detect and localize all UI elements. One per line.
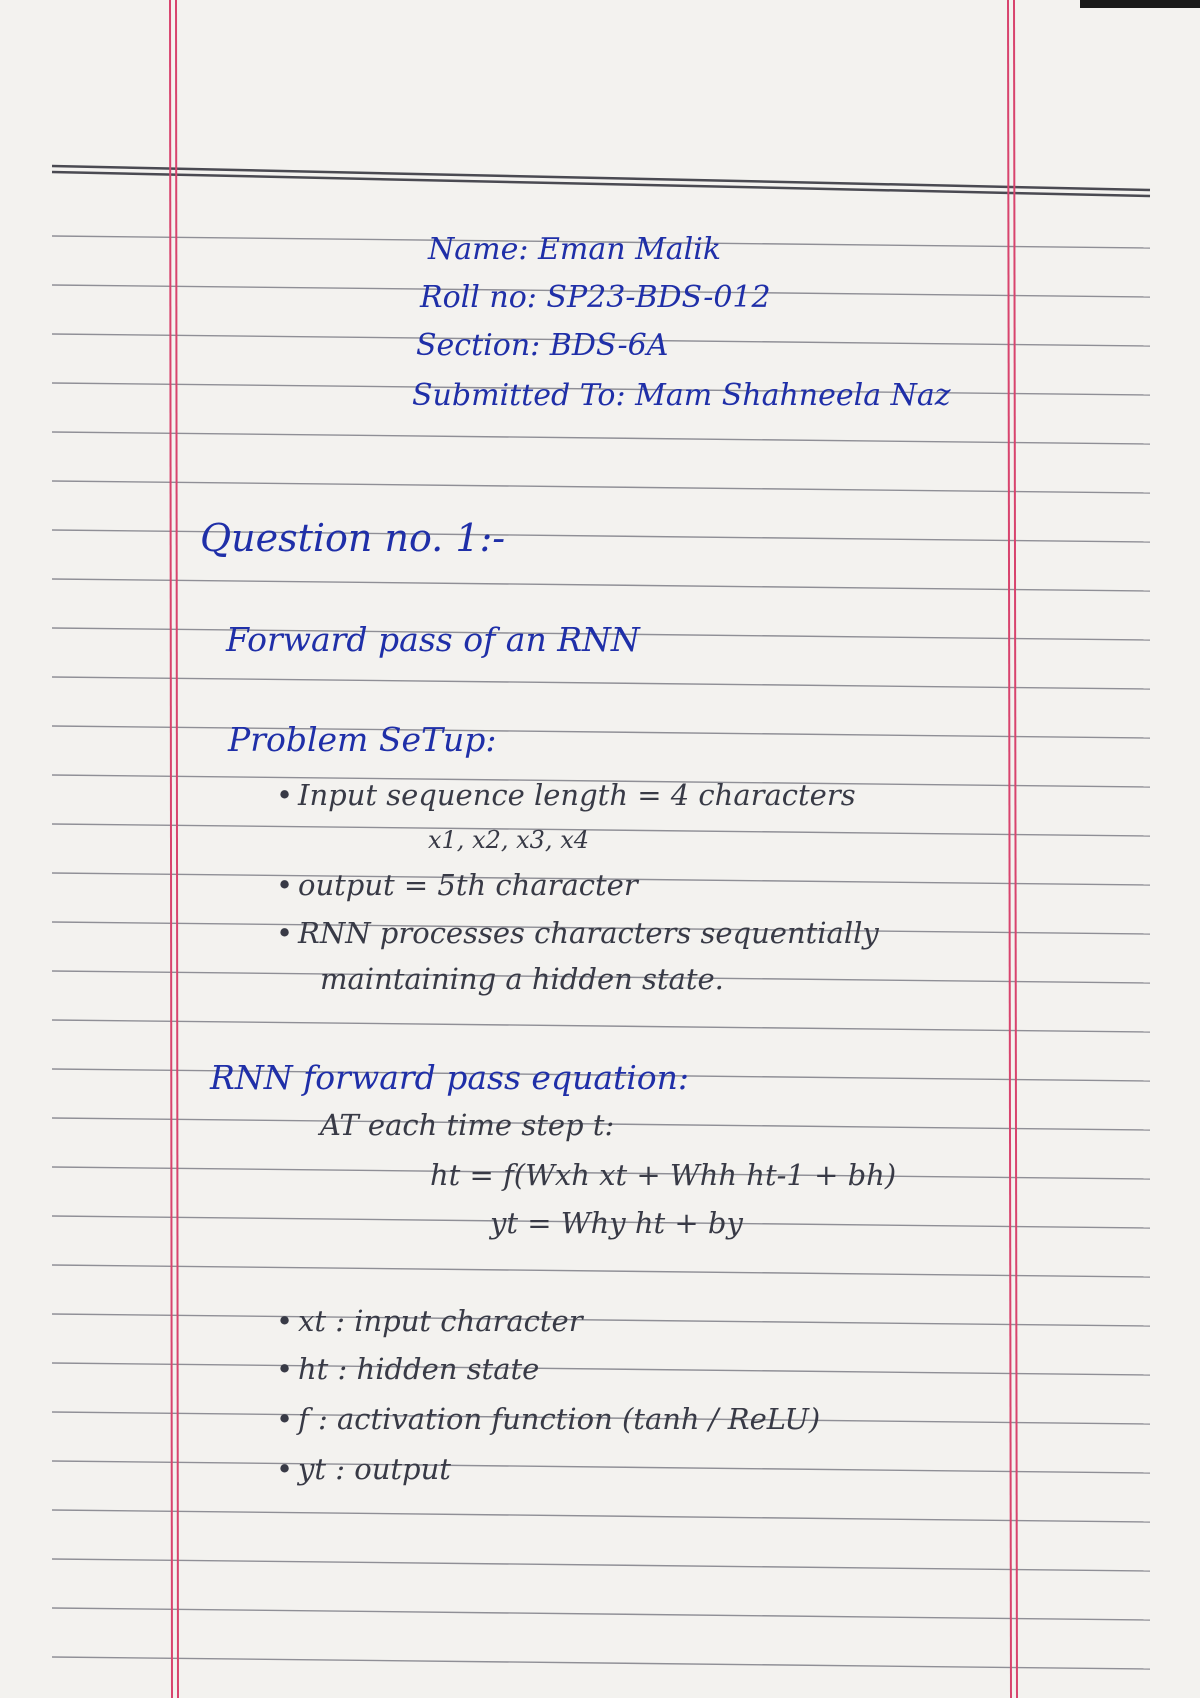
equation-hidden: ht = f(Wxh xt + Whh ht-1 + bh) xyxy=(430,1158,897,1192)
roll-number: Roll no: SP23-BDS-012 xyxy=(420,280,771,315)
question-title: Question no. 1:- xyxy=(200,516,506,560)
right-margin-line xyxy=(1008,0,1011,1698)
equation-output: yt = Why ht + by xyxy=(490,1206,743,1240)
ruled-line xyxy=(52,1265,1150,1277)
ruled-line xyxy=(52,579,1150,591)
equations-heading: RNN forward pass equation: xyxy=(210,1058,690,1097)
ruled-line xyxy=(52,726,1150,738)
definition-xt: • xt : input character xyxy=(276,1304,583,1338)
ruled-line xyxy=(52,677,1150,689)
right-margin-line xyxy=(1014,0,1017,1698)
setup-item-2: • output = 5th character xyxy=(276,868,638,902)
header-rule xyxy=(52,166,1150,190)
ruled-line xyxy=(52,1363,1150,1375)
ruled-line xyxy=(52,432,1150,444)
ruled-line xyxy=(52,1020,1150,1032)
definition-yt: • yt : output xyxy=(276,1452,451,1486)
equations-intro: AT each time step t: xyxy=(320,1108,615,1142)
definition-ht: • ht : hidden state xyxy=(276,1352,540,1386)
definition-f: • f : activation function (tanh / ReLU) xyxy=(276,1402,821,1436)
setup-item-inputs: x1, x2, x3, x4 xyxy=(428,826,589,854)
student-name: Name: Eman Malik xyxy=(428,232,722,267)
ruled-line xyxy=(52,1461,1150,1473)
ruled-line xyxy=(52,1559,1150,1571)
setup-heading: Problem SeTup: xyxy=(228,720,497,759)
topic-title: Forward pass of an RNN xyxy=(226,620,640,659)
left-margin-line xyxy=(170,0,172,1698)
submitted-to: Submitted To: Mam Shahneela Naz xyxy=(412,378,951,413)
ruled-line xyxy=(52,1510,1150,1522)
ruled-line xyxy=(52,1657,1150,1669)
ruled-line xyxy=(52,824,1150,836)
left-margin-line xyxy=(176,0,178,1698)
ruled-line xyxy=(52,1314,1150,1326)
setup-item-3-cont: maintaining a hidden state. xyxy=(320,962,724,996)
ruled-line xyxy=(52,1608,1150,1620)
ruled-line xyxy=(52,481,1150,493)
header-rule xyxy=(52,172,1150,196)
section: Section: BDS-6A xyxy=(416,328,669,363)
scan-edge-mark xyxy=(1080,0,1200,8)
setup-item-1: • Input sequence length = 4 characters xyxy=(276,778,856,812)
setup-item-3: • RNN processes characters sequentially xyxy=(276,916,879,950)
